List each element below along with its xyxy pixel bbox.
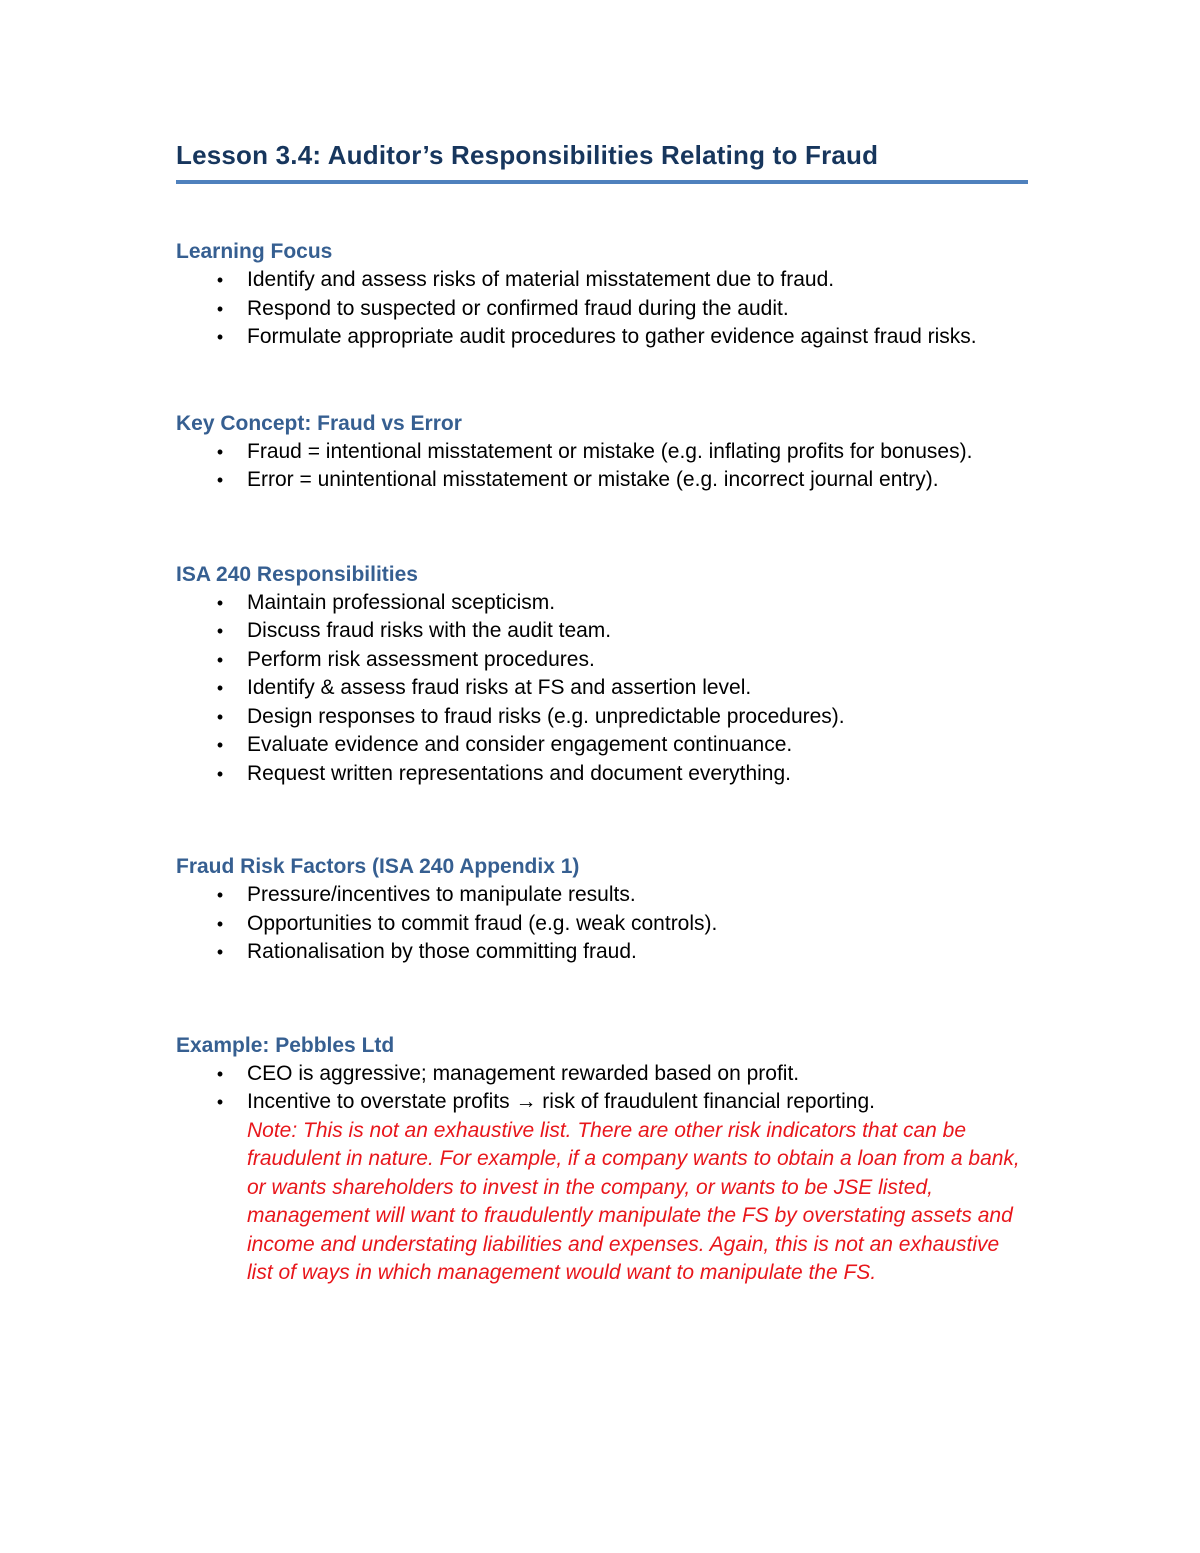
list-item-text: Opportunities to commit fraud (e.g. weak controls). [247,911,718,935]
list-item-text: Design responses to fraud risks (e.g. unpredictable procedures). [247,704,845,728]
list-item-text: Perform risk assessment procedures. [247,647,595,671]
section-heading: Fraud Risk Factors (ISA 240 Appendix 1) [176,855,580,878]
list-item-text: Fraud = intentional misstatement or mistake (e.g. inflating profits for bonuses). [247,439,973,463]
bullet-icon: • [216,735,224,755]
bullet-icon: • [216,942,224,962]
bullet-icon: • [216,327,224,347]
list-item [176,731,1028,760]
example-note: Note: This is not an exhaustive list. There are other risk indicators that can be fraudulent in nature. For example, if a company wants to obtain a loan from a bank, or wants shareholders to invest in the company, or wants to be JSE listed, management will want to fraudulently manipulate the FS by overstating assets and income and understating liabilities and expenses. Again, this is not an exhaustive list of ways in which management would want to manipulate the FS. [247,1118,1020,1284]
bullet-icon: • [216,441,224,462]
list-item-text: Rationalisation by those committing fraud. [247,940,637,963]
section-heading: Key Concept: Fraud vs Error [176,411,462,435]
bullet-list [176,589,1028,789]
list-item-text: Identify and assess risks of material misstatement due to fraud. [247,268,835,291]
bullet-icon: • [216,621,224,641]
list-item-text: Respond to suspected or confirmed fraud during the audit. [247,296,789,320]
list-item [176,438,1028,467]
list-item [176,910,1028,939]
section-fraud-risk-factors [176,853,1028,967]
list-item [176,617,1028,646]
page-title: Lesson 3.4: Auditor’s Responsibilities Relating to Fraud [176,136,1028,184]
list-item-text: Error = unintentional misstatement or mistake (e.g. incorrect journal entry). [247,468,939,491]
list-item-text: Formulate appropriate audit procedures to gather evidence against fraud risks. [247,325,977,348]
list-item [176,938,1028,967]
list-item [176,881,1028,910]
list-item [176,323,1028,352]
bullet-list [176,438,1028,495]
list-item-text: Discuss fraud risks with the audit team. [247,619,612,642]
list-item [176,703,1028,732]
list-item-text: Identify & assess fraud risks at FS and assertion level. [247,676,752,699]
list-item [176,295,1028,324]
bullet-icon: • [216,763,224,784]
list-item [176,466,1028,495]
bullet-list [176,266,1028,352]
list-item [176,266,1028,295]
list-item-text: CEO is aggressive; management rewarded based on profit. [247,1061,800,1085]
bullet-icon: • [216,678,224,698]
list-item-text: Maintain professional scepticism. [247,590,556,614]
bullet-icon: • [216,270,224,290]
bullet-icon: • [216,298,224,319]
list-item-text: Evaluate evidence and consider engagement continuance. [247,733,793,756]
bullet-icon: • [216,1092,224,1112]
bullet-icon: • [216,592,224,613]
bullet-icon: • [216,649,224,670]
section-heading: Example: Pebbles Ltd [176,1033,395,1057]
list-item [176,1060,1028,1089]
list-item-text: Incentive to overstate profits → risk of fraudulent financial reporting. [247,1090,875,1113]
section-learning-focus [176,238,1028,352]
bullet-icon: • [216,706,224,727]
list-item [176,589,1028,618]
section-isa-240-responsibilities [176,561,1028,789]
section-heading: ISA 240 Responsibilities [176,562,418,586]
bullet-list [176,1060,1028,1288]
section-example-pebbles-ltd [176,1032,1028,1288]
list-item-text: Request written representations and document everything. [247,761,791,785]
list-item [176,760,1028,789]
bullet-list [176,881,1028,967]
document-page [176,136,1028,1288]
bullet-icon: • [216,913,224,934]
list-item [176,674,1028,703]
section-heading: Learning Focus [176,240,333,263]
bullet-icon: • [216,470,224,490]
list-item-text: Pressure/incentives to manipulate results. [247,883,636,906]
bullet-icon: • [216,885,224,905]
list-item [176,646,1028,675]
list-item [176,1088,1028,1288]
section-fraud-vs-error [176,410,1028,495]
bullet-icon: • [216,1063,224,1084]
